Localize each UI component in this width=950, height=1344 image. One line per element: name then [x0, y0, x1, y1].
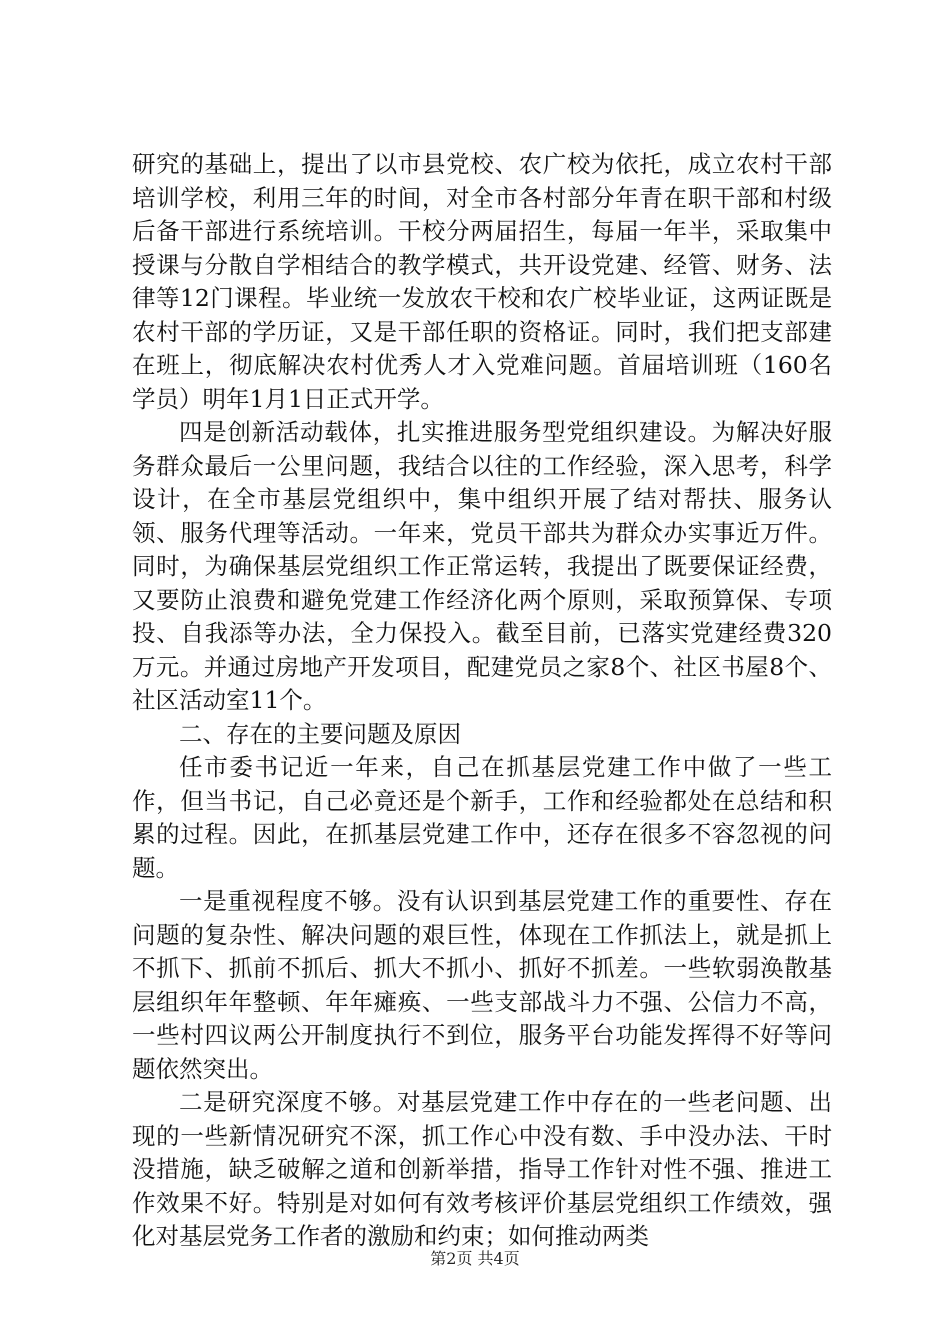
paragraph-attention-insufficient: 一是重视程度不够。没有认识到基层党建工作的重要性、存在问题的复杂性、解决问题的艰巨性，体现在工作抓法上，就是抓上不抓下、抓前不抓后、抓大不抓小、抓好不抓差。一些软弱涣散基层组织年年整顿、年年瘫痪、一些支部战斗力不强、公信力不高，一些村四议两公开制度执行不到位，服务平台功能发挥得不好等问题依然突出。	[132, 887, 832, 1083]
paragraph-training-school: 研究的基础上，提出了以市县党校、农广校为依托，成立农村干部培训学校，利用三年的时间，对全市各村部分年青在职干部和村级后备干部进行系统培训。干校分两届招生，每届一年半，采取集中授课与分散自学相结合的教学模式，共开设党建、经管、财务、法律等12门课程。毕业统一发放农干校和农广校毕业证，这两证既是农村干部的学历证，又是干部任职的资格证。同时，我们把支部建在班上，彻底解决农村优秀人才入党难问题。首届培训班（160名学员）明年1月1日正式开学。	[132, 150, 832, 413]
section-heading-problems: 二、存在的主要问题及原因	[179, 719, 461, 748]
page-number-footer: 第2页 共4页	[430, 1249, 520, 1268]
paragraph-problems-intro: 任市委书记近一年来，自己在抓基层党建工作中做了一些工作，但当书记，自己必竟还是个新手，工作和经验都处在总结和积累的过程。因此，在抓基层党建工作中，还存在很多不容忽视的问题。	[132, 753, 832, 882]
document-body	[132, 148, 832, 1254]
paragraph-research-insufficient: 二是研究深度不够。对基层党建工作中存在的一些老问题、出现的一些新情况研究不深，抓工作心中没有数、手中没办法、干时没措施，缺乏破解之道和创新举措，指导工作针对性不强、推进工作效果不好。特别是对如何有效考核评价基层党组织工作绩效，强化对基层党务工作者的激励和约束；如何推动两类	[132, 1088, 832, 1250]
paragraph-service-organization: 四是创新活动载体，扎实推进服务型党组织建设。为解决好服务群众最后一公里问题，我结合以往的工作经验，深入思考，科学设计，在全市基层党组织中，集中组织开展了结对帮扶、服务认领、服务代理等活动。一年来，党员干部共为群众办实事近万件。同时，为确保基层党组织工作正常运转，我提出了既要保证经费，又要防止浪费和避免党建工作经济化两个原则，采取预算保、专项投、自我添等办法，全力保投入。截至目前，已落实党建经费320万元。并通过房地产开发项目，配建党员之家8个、社区书屋8个、社区活动室11个。	[132, 418, 832, 714]
